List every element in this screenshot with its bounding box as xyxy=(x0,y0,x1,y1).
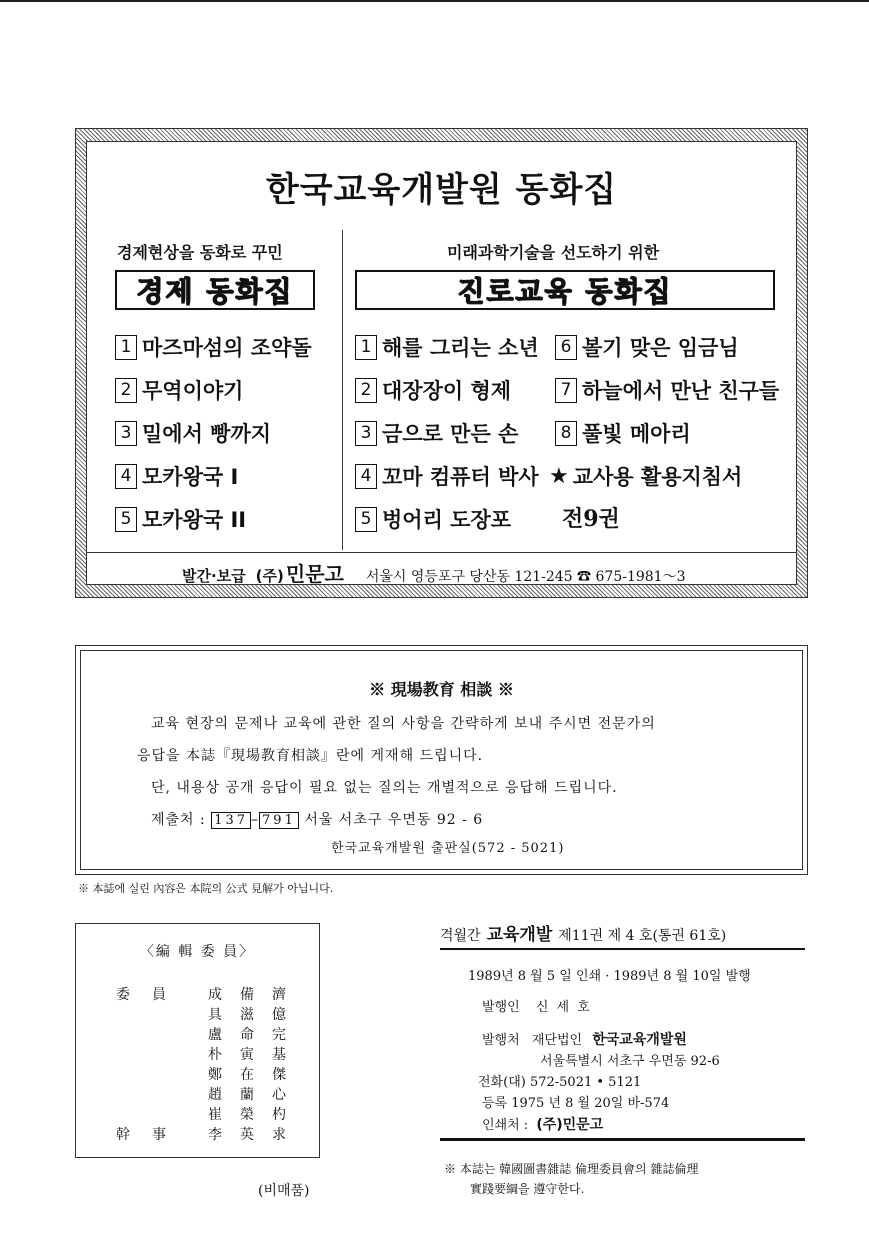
name-char: 億 xyxy=(272,1007,286,1023)
committee-row xyxy=(116,1124,300,1144)
book-item xyxy=(355,504,511,534)
name-char: 寅 xyxy=(240,1047,254,1063)
book-item xyxy=(555,332,739,362)
consultation-line: 단, 내용상 공개 응답이 필요 없는 질의는 개별적으로 응답해 드립니다. xyxy=(151,780,618,796)
consultation-inner xyxy=(80,650,803,870)
name-char: 李 xyxy=(208,1127,222,1143)
issuer-address: 서울특별시 서초구 우면동 92-6 xyxy=(540,1054,720,1069)
book-number: 3 xyxy=(115,421,137,446)
publication-frequency: 격월간 xyxy=(440,928,481,944)
phone: 전화(대) 572-5021 • 5121 xyxy=(478,1075,642,1090)
committee-row xyxy=(116,1024,300,1044)
consultation-title: ※ 現場教育 相談 ※ xyxy=(369,680,514,699)
publisher-row xyxy=(482,996,592,1015)
book-item xyxy=(355,332,539,362)
name-char: 傑 xyxy=(272,1067,286,1083)
submission-label: 제출처 : xyxy=(151,812,206,828)
name-char: 蘭 xyxy=(240,1087,254,1103)
column-divider xyxy=(342,230,343,550)
name-char: 盧 xyxy=(208,1027,222,1043)
book-title: 밀에서 빵까지 xyxy=(142,422,272,446)
book-number: 6 xyxy=(555,335,577,360)
book-title: 교사용 활용지침서 xyxy=(572,465,743,489)
not-for-sale-note: (비매품) xyxy=(258,1183,310,1199)
name-char: 朴 xyxy=(208,1047,222,1063)
printer-row xyxy=(482,1114,603,1134)
name-char: 成 xyxy=(208,987,222,1003)
book-title: 마즈마섬의 조약돌 xyxy=(142,336,312,360)
committee-title: 〈編 輯 委 員〉 xyxy=(139,944,256,960)
book-title: 하늘에서 만난 친구들 xyxy=(582,379,780,403)
book-item xyxy=(355,418,518,448)
ethics-note: ※ 本誌는 韓國圖書雜誌 倫理委員會의 雜誌倫理 xyxy=(444,1162,699,1176)
left-subtitle: 경제현상을 동화로 꾸민 xyxy=(117,243,283,262)
magazine-name: 교육개발 xyxy=(486,925,553,945)
committee-role xyxy=(116,1084,204,1104)
book-title: 꼬마 컴퓨터 박사 xyxy=(382,465,539,489)
book-item xyxy=(115,461,238,491)
book-title: 금으로 만든 손 xyxy=(382,422,519,446)
committee-row xyxy=(116,1044,300,1064)
editorial-committee-box xyxy=(75,923,320,1158)
committee-role xyxy=(116,1044,204,1064)
submission-street: 서울 서초구 우면동 92 - 6 xyxy=(304,812,484,828)
book-number: 1 xyxy=(115,335,137,360)
name-char: 基 xyxy=(272,1047,286,1063)
name-char: 趙 xyxy=(208,1087,222,1103)
advertisement-box xyxy=(75,128,808,598)
name-char: 鄭 xyxy=(208,1067,222,1083)
book-number: 5 xyxy=(115,507,137,532)
company-address: 서울시 영등포구 당산동 121-245 ☎ 675-1981～3 xyxy=(365,569,686,585)
committee-role xyxy=(116,1024,204,1044)
book-item xyxy=(115,332,312,362)
company-logo: 민문고 xyxy=(285,562,344,586)
name-char: 杓 xyxy=(272,1107,286,1123)
consultation-line: 교육 현장의 문제나 교육에 관한 질의 사항을 간략하게 보내 주시면 전문가의 xyxy=(151,716,656,732)
advertisement-inner xyxy=(86,141,797,585)
volume-info: 제11권 제 4 호(통권 61호) xyxy=(558,928,727,944)
submission-address: 제출처 : 137 – 791 서울 서초구 우면동 92 - 6 xyxy=(151,812,484,828)
book-item xyxy=(355,375,511,405)
company-prefix: (주) xyxy=(255,567,284,585)
committee-role xyxy=(116,1104,204,1124)
book-title: 벙어리 도장포 xyxy=(382,508,512,532)
book-number: 7 xyxy=(555,378,577,403)
publisher-name: 신 세 호 xyxy=(535,1000,592,1015)
issuer-name: 한국교육개발원 xyxy=(592,1032,687,1048)
right-subtitle: 미래과학기술을 선도하기 위한 xyxy=(447,243,660,262)
book-item xyxy=(549,461,742,491)
name-char: 英 xyxy=(240,1127,254,1143)
name-char: 求 xyxy=(272,1127,286,1143)
ad-title: 한국교육개발원 동화집 xyxy=(265,170,618,210)
issuer-row xyxy=(482,1029,687,1049)
zip-code-part: 791 xyxy=(259,812,299,829)
publisher-label: 발행인 xyxy=(482,1000,520,1015)
book-item xyxy=(555,375,779,405)
book-title: 해를 그리는 소년 xyxy=(382,336,539,360)
name-char: 崔 xyxy=(208,1107,222,1123)
disclaimer: ※ 本誌에 실린 內容은 本院의 公式 見解가 아닙니다. xyxy=(78,882,334,895)
book-item xyxy=(115,418,271,448)
book-number: 1 xyxy=(355,335,377,360)
book-title: 모카왕국 II xyxy=(142,508,247,532)
committee-role: 幹事 xyxy=(116,1127,188,1143)
book-number: 4 xyxy=(115,464,137,489)
name-char: 濟 xyxy=(272,987,286,1003)
colophon-top-rule xyxy=(440,948,805,950)
book-item xyxy=(115,504,246,534)
ad-footer xyxy=(182,558,686,587)
print-dates: 1989년 8 월 5 일 인쇄 · 1989년 8 월 10일 발행 xyxy=(468,969,751,984)
left-series-box xyxy=(115,270,315,310)
committee-role xyxy=(116,1064,204,1084)
book-number: 3 xyxy=(355,421,377,446)
book-item xyxy=(355,461,539,491)
book-item xyxy=(555,418,691,448)
name-char: 完 xyxy=(272,1027,286,1043)
publisher-label: 발간·보급 xyxy=(182,567,246,585)
right-series-title: 진로교육 동화집 xyxy=(457,275,673,308)
total-volumes: 전9권 xyxy=(562,506,620,532)
committee-row xyxy=(116,1104,300,1124)
issuer-label: 발행처 xyxy=(482,1033,520,1048)
name-char: 具 xyxy=(208,1007,222,1023)
left-series-title: 경제 동화집 xyxy=(136,275,294,308)
name-char: 命 xyxy=(240,1027,254,1043)
name-char: 榮 xyxy=(240,1107,254,1123)
book-number: 5 xyxy=(355,507,377,532)
star-icon: ★ xyxy=(549,463,569,489)
book-number: 2 xyxy=(115,378,137,403)
consultation-line: 응답을 本誌『現場教育相談』란에 게재해 드립니다. xyxy=(137,748,484,764)
printer-name: (주)민문고 xyxy=(536,1117,604,1133)
submission-office: 한국교육개발원 출판실(572 - 5021) xyxy=(331,841,565,856)
book-number: 8 xyxy=(555,421,577,446)
colophon-title xyxy=(440,920,726,945)
name-char: 在 xyxy=(240,1067,254,1083)
committee-row xyxy=(116,984,300,1004)
book-number: 2 xyxy=(355,378,377,403)
page-top-rule xyxy=(0,0,869,2)
right-series-box xyxy=(355,270,775,310)
consultation-box xyxy=(75,645,808,875)
name-char: 備 xyxy=(240,987,254,1003)
book-item xyxy=(115,375,243,405)
book-title: 볼기 맞은 임금님 xyxy=(582,336,739,360)
committee-row xyxy=(116,1064,300,1084)
book-title: 모카왕국 I xyxy=(142,465,239,489)
registration: 등록 1975 년 8 월 20일 바-574 xyxy=(482,1096,670,1111)
committee-row xyxy=(116,1004,300,1024)
committee-row xyxy=(116,1084,300,1104)
colophon-bottom-rule xyxy=(440,1138,805,1141)
name-char: 心 xyxy=(272,1087,286,1103)
book-title: 풀빛 메아리 xyxy=(582,422,691,446)
committee-role xyxy=(116,1004,204,1024)
book-title: 무역이야기 xyxy=(142,379,244,403)
issuer-prefix: 재단법인 xyxy=(531,1033,583,1048)
ad-footer-rule xyxy=(87,552,796,553)
book-title: 대장장이 형제 xyxy=(382,379,512,403)
printer-label: 인쇄처 : xyxy=(482,1118,529,1133)
committee-role: 委員 xyxy=(116,987,188,1003)
ethics-note: 實踐要綱을 遵守한다. xyxy=(470,1182,585,1196)
name-char: 滋 xyxy=(240,1007,254,1023)
book-number: 4 xyxy=(355,464,377,489)
zip-code-part: 137 xyxy=(211,812,251,829)
